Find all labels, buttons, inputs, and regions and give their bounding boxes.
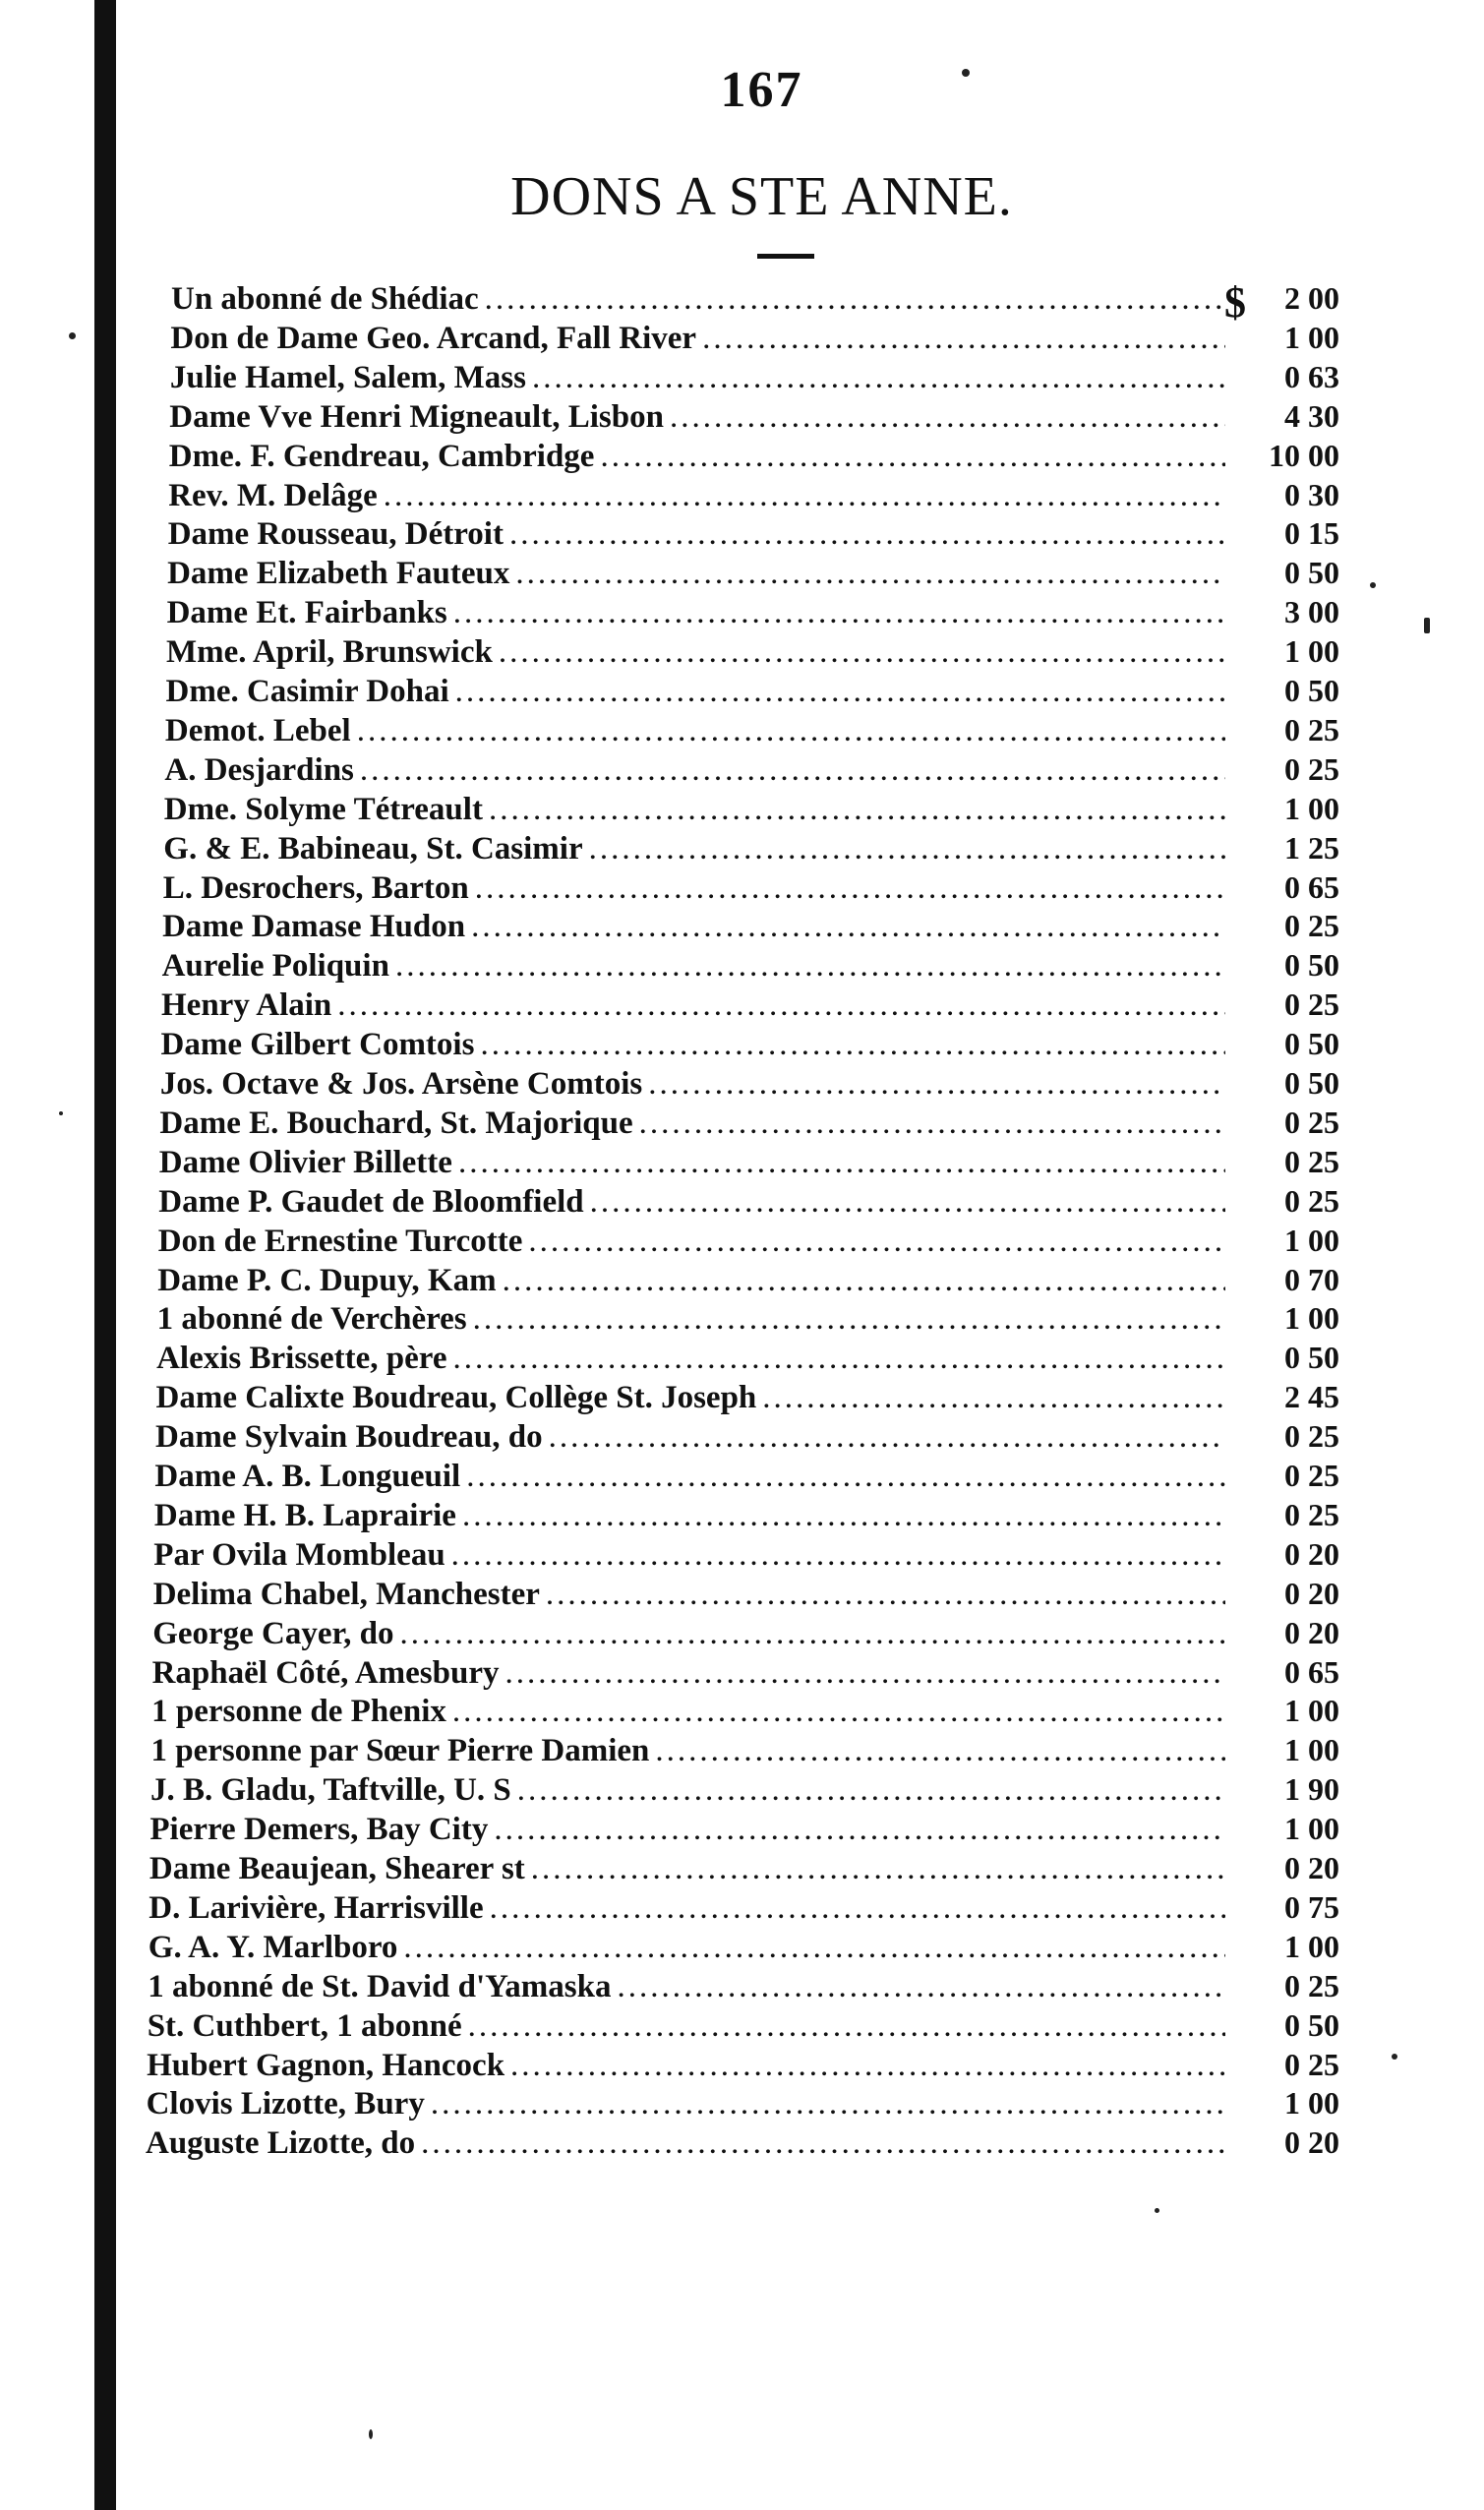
leader-dots [528,1222,1225,1261]
leader-dots [589,829,1225,868]
donor-name: 1 abonné de St. David d'Yamaska [148,1968,612,2004]
donation-entry [157,1298,1339,1338]
leader-dots [452,1692,1225,1731]
donation-amount: 1 00 [1283,1300,1339,1337]
ink-speck [1424,618,1430,633]
donation-amount: 1 00 [1283,2085,1339,2122]
donation-entry [148,1887,1339,1927]
donor-name: Dame A. B. Longueuil [154,1459,461,1494]
donor-name: G. & E. Babineau, St. Casimir [163,830,583,867]
donation-entry [168,475,1339,514]
donation-amount: 0 25 [1284,986,1339,1023]
donor-name: Clovis Lizotte, Bury [146,2086,425,2122]
donation-entry [167,592,1339,631]
donation-amount: 0 25 [1283,750,1339,787]
leader-dots [515,554,1225,593]
leader-dots [600,437,1225,476]
donor-name: Dame H. B. Laprairie [153,1497,456,1533]
donation-amount: 0 65 [1283,1653,1339,1690]
donation-amount: 0 20 [1284,2124,1339,2161]
donation-entry [148,1966,1339,2005]
leader-dots [421,2123,1225,2163]
donation-entry [164,749,1339,789]
donation-amount: 0 25 [1283,1458,1339,1493]
page-number: 167 [720,62,803,118]
leader-dots [509,514,1225,554]
donation-amount: 3 00 [1283,594,1339,630]
leader-dots [762,1378,1225,1417]
donation-entry [167,553,1339,592]
donation-entry [164,789,1339,828]
donation-entry [169,396,1339,436]
donation-amount: 0 20 [1283,1850,1339,1885]
leader-dots [400,1614,1225,1653]
leader-dots [510,2046,1225,2085]
donation-entry [166,631,1339,671]
leader-dots [490,1888,1225,1928]
donor-name: Dame Elizabeth Fauteux [167,556,510,592]
donation-amount: 0 25 [1284,1418,1339,1455]
donation-amount: 0 75 [1283,1888,1339,1925]
donation-entry [156,1338,1339,1377]
donation-entry [163,828,1339,867]
leader-dots [494,1810,1225,1849]
donation-entry [169,436,1339,475]
donation-entry [147,2045,1339,2084]
binding-edge [94,0,116,2510]
ink-speck [1392,2054,1397,2060]
donor-name: L. Desrochers, Barton [162,869,469,906]
donor-name: Demot. Lebel [164,712,351,748]
donor-name: Dame Beaujean, Shearer st [148,1851,525,1886]
donation-amount: 0 25 [1283,711,1339,747]
donor-name: Alexis Brissette, père [156,1341,447,1377]
donor-name: Jos. Octave & Jos. Arsène Comtois [159,1066,643,1102]
donation-entry [166,671,1340,710]
donor-name: Don de Ernestine Turcotte [157,1223,523,1259]
donor-name: Auguste Lizotte, do [146,2125,416,2162]
leader-dots [462,1496,1225,1535]
donor-name: Dame Et. Fairbanks [166,595,447,631]
donation-entry [160,1063,1339,1103]
leader-dots [466,1457,1225,1496]
leader-dots [337,986,1225,1025]
donation-amount: 0 50 [1283,2006,1339,2043]
donor-name: Henry Alain [161,987,332,1024]
leader-dots [473,1299,1225,1339]
leader-dots [531,1849,1225,1888]
donation-entry [170,318,1339,357]
donation-amount: 0 50 [1284,1026,1339,1062]
donation-amount: 0 30 [1283,476,1339,512]
donation-entry [163,867,1339,907]
donor-name: Dame P. Gaudet de Bloomfield [158,1183,584,1220]
ink-speck [1155,2208,1159,2213]
donation-amount: 2 45 [1284,1379,1339,1415]
donor-name: Delima Chabel, Manchester [152,1576,540,1612]
donation-entry [153,1534,1339,1574]
leader-dots [455,672,1225,711]
donation-amount: 1 00 [1283,790,1339,826]
leader-dots [360,750,1225,790]
donation-entry [170,357,1339,396]
donor-name: Dame P. C. Dupuy, Kam [157,1262,497,1298]
donation-amount: 1 00 [1284,633,1339,670]
leader-dots [453,593,1225,632]
donation-entry [156,1377,1340,1416]
donor-name: Dame Olivier Billette [158,1144,452,1180]
leader-dots [655,1731,1225,1770]
leader-dots [489,790,1225,829]
donation-entry [151,1691,1339,1730]
donor-name: 1 personne de Phenix [151,1694,446,1730]
leader-dots [499,632,1225,672]
page-title: DONS A STE ANNE. [510,166,1013,227]
donation-entry [150,1769,1339,1809]
donation-amount: 0 65 [1283,868,1339,905]
donation-amount: 0 20 [1283,1614,1339,1650]
donation-amount: 10 00 [1268,437,1339,473]
donation-amount: 0 50 [1283,1065,1339,1101]
leader-dots [471,907,1225,946]
donor-name: Dme. Casimir Dohai [165,674,449,709]
ink-speck [69,332,76,339]
donation-entry [157,1260,1339,1299]
donation-entry [159,1142,1339,1181]
donation-entry [161,985,1339,1024]
donation-entry [149,1809,1339,1848]
donor-name: G. A. Y. Marlboro [148,1929,398,1965]
donation-amount: 0 25 [1283,1104,1339,1140]
leader-dots [670,397,1225,437]
leader-dots [431,2084,1225,2123]
donor-name: Julie Hamel, Salem, Mass [169,359,526,395]
donation-entry [162,945,1339,985]
leader-dots [480,1025,1225,1064]
donation-amount: 0 25 [1283,1182,1339,1219]
donation-amount: 1 00 [1283,1222,1339,1258]
donation-entry [165,710,1339,749]
leader-dots [532,358,1225,397]
donation-entry [153,1574,1339,1613]
donation-amount: 0 50 [1283,947,1339,984]
donation-amount: 1 90 [1284,1771,1339,1808]
leader-dots [503,1261,1225,1300]
donation-entry [154,1456,1339,1495]
donor-name: Don de Dame Geo. Arcand, Fall River [170,320,697,356]
donor-name: Dme. Solyme Tétreault [163,791,483,827]
donation-entry [171,278,1339,318]
donor-name: Dame Calixte Boudreau, Collège St. Joseph [155,1380,757,1416]
donation-amount: 1 00 [1283,319,1339,355]
donor-name: Dme. F. Gendreau, Cambridge [168,438,595,474]
donor-name: Mme. April, Brunswick [166,634,493,671]
donor-name: A. Desjardins [164,751,354,788]
leader-dots [648,1064,1225,1104]
donation-entry [158,1221,1339,1260]
leader-dots [403,1928,1225,1967]
donation-amount: 1 00 [1283,1693,1339,1729]
donor-name: D. Larivière, Harrisville [148,1889,484,1926]
donation-amount: 1 00 [1283,1811,1339,1847]
donor-name: Rev. M. Delâge [168,477,378,513]
donation-amount: 0 50 [1283,555,1339,591]
donor-name: Dame Vve Henri Migneault, Lisbon [169,398,664,435]
donor-name: Hubert Gagnon, Hancock [147,2047,505,2083]
leader-dots [517,1770,1225,1810]
donation-amount: 0 50 [1283,1340,1339,1376]
title-divider [757,254,814,259]
leader-dots [475,868,1225,908]
donation-entry [155,1416,1339,1456]
donation-entry [162,906,1339,945]
leader-dots [384,476,1225,515]
donation-amount: 0 25 [1283,1967,1339,2003]
leader-dots [590,1182,1225,1222]
donor-name: St. Cuthbert, 1 abonné [147,2007,462,2044]
leader-dots [702,319,1225,358]
leader-dots [485,279,1225,319]
donation-entry [152,1652,1339,1692]
donor-name: Un abonné de Shédiac [171,281,479,317]
ink-speck [369,2429,373,2439]
donation-entry [148,2005,1339,2045]
donor-name: Dame Gilbert Comtois [160,1027,475,1063]
ink-speck [1370,582,1376,588]
leader-dots [505,1653,1225,1693]
donation-amount: 0 15 [1283,515,1339,552]
leader-dots [451,1535,1225,1575]
donation-amount: 1 25 [1283,829,1339,866]
currency-symbol: $ [1224,278,1246,327]
donation-amount: 0 70 [1283,1261,1339,1297]
leader-dots [395,946,1225,986]
donor-name: Dame Damase Hudon [162,909,466,945]
donation-entry [149,1848,1339,1887]
donation-entry [146,2122,1339,2162]
donation-entry [151,1730,1340,1769]
donation-entry [168,513,1339,553]
donation-amount: 0 25 [1283,2046,1339,2082]
donation-entry [147,2083,1339,2122]
donation-amount: 0 50 [1284,673,1339,708]
leader-dots [468,2006,1225,2046]
donor-name: 1 personne par Sœur Pierre Damien [150,1733,650,1769]
ink-speck [59,1111,63,1115]
donor-name: Aurelie Poliquin [161,948,389,985]
donation-entry [148,1927,1339,1966]
leader-dots [546,1575,1225,1614]
donor-name: Dame E. Bouchard, St. Majorique [159,1105,633,1141]
donation-entry [161,1024,1340,1063]
leader-dots [617,1967,1225,2006]
donor-name: J. B. Gladu, Taftville, U. S [150,1772,511,1809]
donor-name: Raphaël Côté, Amesbury [151,1654,500,1691]
leader-dots [639,1104,1225,1143]
donation-amount: 1 00 [1284,1732,1339,1768]
donation-amount: 2 00 [1284,280,1339,316]
leader-dots [357,711,1225,750]
donation-amount: 1 00 [1283,1928,1339,1964]
donation-amount: 0 25 [1283,1496,1339,1532]
donor-name: Dame Sylvain Boudreau, do [155,1419,543,1456]
donation-amount: 0 20 [1283,1535,1339,1572]
donation-entry [158,1181,1339,1221]
leader-dots [452,1339,1225,1378]
leader-dots [549,1417,1225,1457]
donation-amount: 0 63 [1283,358,1339,394]
donor-name: Par Ovila Mombleau [153,1536,445,1573]
donation-entry [152,1613,1339,1652]
donor-name: Dame Rousseau, Détroit [167,516,504,553]
donor-name: George Cayer, do [152,1615,394,1651]
donation-entry [159,1103,1339,1142]
leader-dots [458,1143,1225,1182]
donor-name: 1 abonné de Verchères [156,1301,467,1338]
donation-amount: 0 25 [1283,908,1339,944]
donation-amount: 4 30 [1283,397,1339,434]
donation-amount: 0 25 [1283,1143,1339,1179]
donor-name: Pierre Demers, Bay City [149,1812,489,1848]
donation-entry [154,1495,1339,1534]
donation-amount: 0 20 [1283,1575,1339,1611]
